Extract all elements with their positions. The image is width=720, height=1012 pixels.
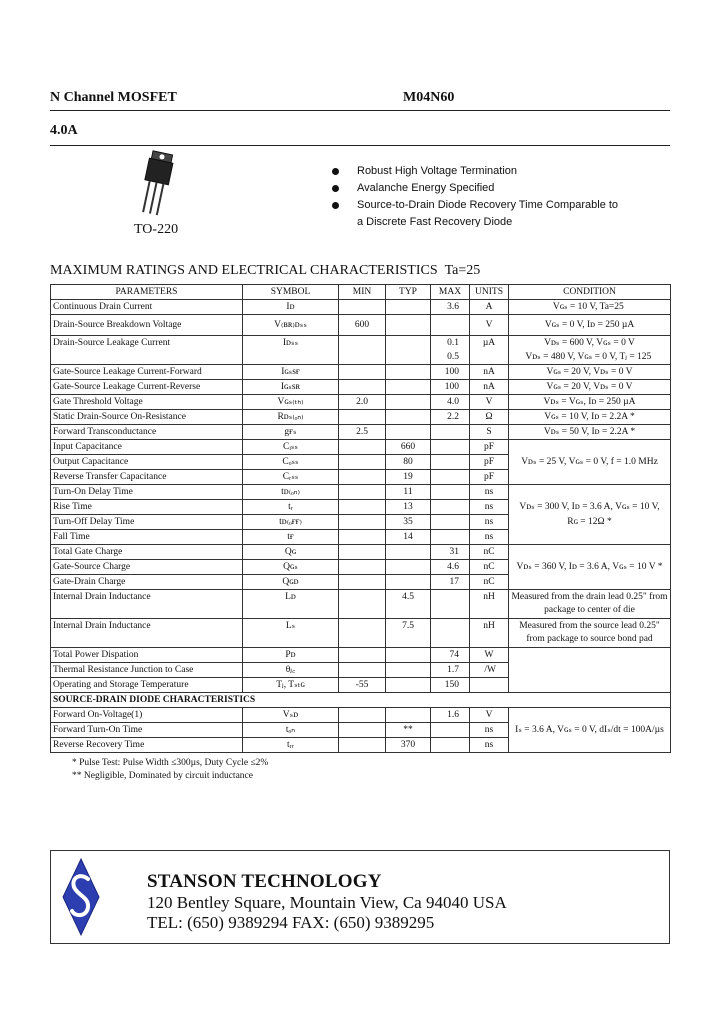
section-title: MAXIMUM RATINGS AND ELECTRICAL CHARACTERISTICS Ta=25 xyxy=(50,263,484,278)
table-row: Gate Threshold Voltage Vɢₛ₍ₜₕ₎ 2.0 4.0 V Vᴅₛ = Vɢₛ, Iᴅ = 250 µA xyxy=(51,395,671,410)
table-row: Reverse Recovery Time tᵣᵣ 370 ns xyxy=(51,738,671,753)
list-item: Robust High Voltage Termination xyxy=(332,163,652,180)
switching-condition-2: Rɢ = 12Ω * xyxy=(567,516,612,527)
table-row: Operating and Storage Temperature Tⱼ, Tₛₜɢ -55 150 xyxy=(51,678,671,693)
company-address: 120 Bentley Square, Mountain View, Ca 94040 USA xyxy=(147,893,507,912)
part-number: M04N60 xyxy=(403,90,455,105)
table-row: Total Gate Charge Qɢ 31 nC Vᴅₛ = 360 V, Iᴅ = 3.6 A, Vɢₛ = 10 V * xyxy=(51,545,671,560)
table-row: Forward Transconductance gғₛ 2.5 S Vᴅₛ = 50 V, Iᴅ = 2.2A * xyxy=(51,425,671,440)
table-row: Total Power Dispation Pᴅ 74 W xyxy=(51,648,671,663)
bullet-icon xyxy=(332,202,339,209)
table-row: Gate-Source Charge Qɢₛ 4.6 nC xyxy=(51,560,671,575)
table-row: Input Capacitance Cᵢₛₛ 660 pF Vᴅₛ = 25 V, Vɢₛ = 0 V, f = 1.0 MHz xyxy=(51,440,671,455)
table-row: Internal Drain Inductance Lₛ 7.5 nH Measured from the source lead 0.25" from package to source bond pad xyxy=(51,619,671,648)
footnote-negligible: ** Negligible, Dominated by circuit inductance xyxy=(72,771,253,781)
table-row: Turn-On Delay Time tᴅ₍ₒₙ₎ 11 ns Vᴅₛ = 300 V, Iᴅ = 3.6 A, Vɢₛ = 10 V, Rɢ = 12Ω * xyxy=(51,485,671,500)
list-item: Source-to-Drain Diode Recovery Time Comparable to xyxy=(332,197,652,214)
table-row: Gate-Drain Charge Qɢᴅ 17 nC xyxy=(51,575,671,590)
table-row: 0.5 Vᴅₛ = 480 V, Vɢₛ = 0 V, Tⱼ = 125 xyxy=(51,350,671,365)
table-row: Turn-Off Delay Time tᴅ₍ₒғғ₎ 35 ns xyxy=(51,515,671,530)
table-row: Continuous Drain Current Iᴅ 3.6 A Vɢₛ = 10 V, Ta=25 xyxy=(51,300,671,315)
table-row: Rise Time tᵣ 13 ns xyxy=(51,500,671,515)
table-row: Forward Turn-On Time tₒₙ ** ns xyxy=(51,723,671,738)
list-item-continued: a Discrete Fast Recovery Diode xyxy=(357,216,513,227)
header-rule xyxy=(50,110,670,111)
list-item: Avalanche Energy Specified xyxy=(332,180,652,197)
table-section-row: SOURCE-DRAIN DIODE CHARACTERISTICS xyxy=(51,693,671,708)
table-row: Thermal Resistance Junction to Case θⱼ꜀ 1.7 /W xyxy=(51,663,671,678)
package-label: TO-220 xyxy=(134,222,179,237)
table-row: Forward On-Voltage(1) Vₛᴅ 1.6 V Iₛ = 3.6 A, Vɢₛ = 0 V, dIₛ/dt = 100A/µs xyxy=(51,708,671,723)
table-row: Internal Drain Inductance Lᴅ 4.5 nH Measured from the drain lead 0.25" from package to center of die xyxy=(51,590,671,619)
switching-condition-1: Vᴅₛ = 300 V, Iᴅ = 3.6 A, Vɢₛ = 10 V, xyxy=(519,501,660,512)
table-row: Fall Time tғ 14 ns xyxy=(51,530,671,545)
table-row: Static Drain-Source On-Resistance Rᴅₛ₍ₒₙ₎ 2.2 Ω Vɢₛ = 10 V, Iᴅ = 2.2A * xyxy=(51,410,671,425)
current-rating: 4.0A xyxy=(50,123,78,138)
company-footer xyxy=(50,850,670,944)
bullet-icon xyxy=(332,185,339,192)
footnotes xyxy=(72,757,268,783)
table-header-row: PARAMETERS SYMBOL MIN TYP MAX UNITS CONDITION xyxy=(51,285,671,300)
table-row: Output Capacitance Cₒₛₛ 80 pF xyxy=(51,455,671,470)
company-name: STANSON TECHNOLOGY xyxy=(147,871,382,892)
spec-table xyxy=(50,284,671,753)
stanson-logo-icon xyxy=(61,857,101,937)
device-type: N Channel MOSFET xyxy=(50,90,177,105)
table-row: Gate-Source Leakage Current-Forward Iɢₛѕғ 100 nA Vɢₛ = 20 V, Vᴅₛ = 0 V xyxy=(51,365,671,380)
bullet-icon xyxy=(332,168,339,175)
table-row: Gate-Source Leakage Current-Reverse Iɢₛѕʀ 100 nA Vɢₛ = 20 V, Vᴅₛ = 0 V xyxy=(51,380,671,395)
table-row: Drain-Source Breakdown Voltage V₍ʙʀ₎ᴅₛₛ 600 V Vɢₛ = 0 V, Iᴅ = 250 µA xyxy=(51,315,671,336)
table-row: Drain-Source Leakage Current Iᴅₛₛ 0.1 µA Vᴅₛ = 600 V, Vɢₛ = 0 V xyxy=(51,336,671,351)
to220-package-icon xyxy=(135,150,175,220)
table-row: Reverse Transfer Capacitance Cᵣₛₛ 19 pF xyxy=(51,470,671,485)
company-phone-fax: TEL: (650) 9389294 FAX: (650) 9389295 xyxy=(147,913,435,932)
feature-list xyxy=(332,163,652,227)
footnote-pulse-test: * Pulse Test: Pulse Width ≤300µs, Duty Cycle ≤2% xyxy=(72,758,269,768)
rating-rule xyxy=(50,145,670,146)
